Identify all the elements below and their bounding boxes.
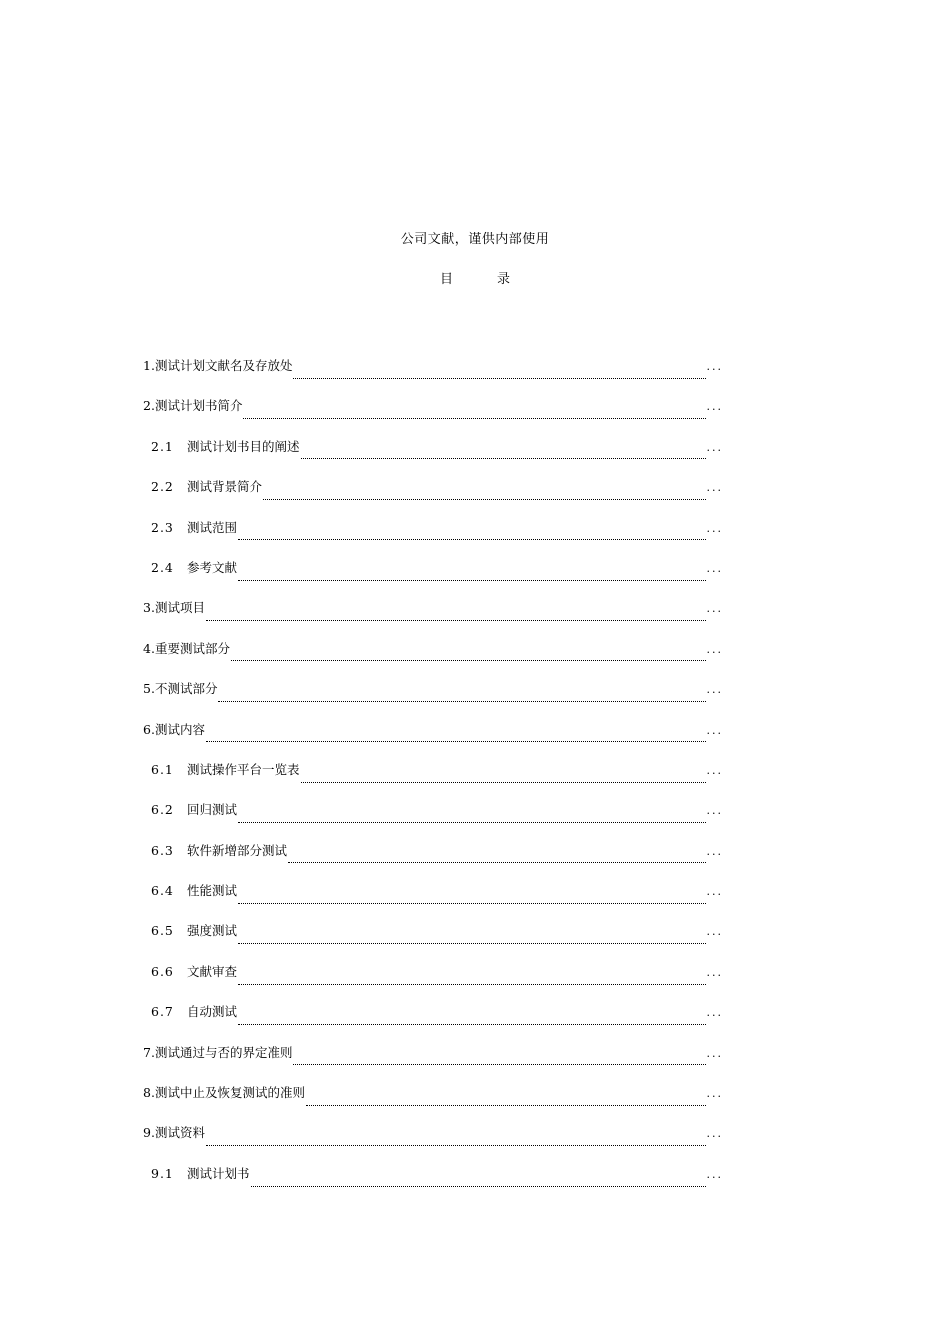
dot-leader	[263, 499, 705, 500]
toc-entry-number: 9.1	[151, 1165, 174, 1181]
toc-entry-page: ...	[706, 521, 723, 535]
dot-leader	[206, 741, 706, 742]
toc-entry[interactable]	[143, 598, 723, 638]
toc-entry-number: 6.1	[151, 761, 174, 777]
toc-entry-title: 软件新增部分测试	[187, 842, 288, 858]
dot-leader	[301, 782, 706, 783]
dot-leader	[238, 984, 705, 985]
table-of-contents	[143, 356, 723, 1204]
toc-entry-title: 测试通过与否的界定准则	[154, 1044, 293, 1060]
dot-leader	[251, 1186, 706, 1187]
toc-entry[interactable]	[143, 639, 723, 679]
dot-leader	[238, 943, 705, 944]
dot-leader	[238, 903, 705, 904]
toc-entry-page: ...	[706, 723, 723, 737]
dot-leader	[293, 1064, 705, 1065]
dot-leader	[238, 539, 705, 540]
toc-entry-page: ...	[706, 763, 723, 777]
toc-entry-number: 2.	[143, 398, 155, 414]
toc-entry-number: 7.	[143, 1044, 155, 1060]
toc-title-right: 录	[497, 272, 511, 287]
toc-entry-number: 6.7	[151, 1004, 174, 1020]
toc-subentry[interactable]	[143, 841, 723, 881]
toc-entry-number: 6.6	[151, 963, 174, 979]
toc-entry-number: 6.3	[151, 842, 174, 858]
toc-subentry[interactable]	[143, 1164, 723, 1204]
toc-entry-page: ...	[706, 885, 723, 899]
toc-entry-number: 4.	[143, 640, 155, 656]
toc-entry-title: 文献审查	[187, 963, 238, 979]
toc-entry-number: 6.5	[151, 923, 174, 939]
toc-entry-page: ...	[706, 1087, 723, 1101]
toc-subentry[interactable]	[143, 921, 723, 961]
dot-leader	[206, 620, 706, 621]
toc-entry[interactable]	[143, 356, 723, 396]
toc-entry-page: ...	[706, 400, 723, 414]
toc-entry-number: 6.	[143, 721, 155, 737]
toc-entry-page: ...	[706, 965, 723, 979]
toc-entry-title: 性能测试	[187, 883, 238, 899]
toc-subentry[interactable]	[143, 518, 723, 558]
toc-entry-page: ...	[706, 602, 723, 616]
toc-subentry[interactable]	[143, 800, 723, 840]
toc-entry-page: ...	[706, 804, 723, 818]
toc-entry-page: ...	[706, 1127, 723, 1141]
toc-entry-number: 6.2	[151, 802, 174, 818]
toc-entry-title: 测试计划书目的阐述	[187, 438, 300, 454]
toc-entry-number: 2.1	[151, 438, 174, 454]
toc-entry-page: ...	[706, 1046, 723, 1060]
toc-entry-title: 测试操作平台一览表	[187, 761, 300, 777]
toc-entry-title: 测试资料	[154, 1125, 205, 1141]
toc-subentry[interactable]	[143, 881, 723, 921]
toc-entry-title: 不测试部分	[154, 681, 218, 697]
toc-entry-number: 2.4	[151, 559, 174, 575]
toc-entry-number: 2.3	[151, 519, 174, 535]
toc-entry-number: 6.4	[151, 883, 174, 899]
toc-entry-title: 自动测试	[187, 1004, 238, 1020]
toc-entry[interactable]	[143, 679, 723, 719]
toc-entry-page: ...	[706, 440, 723, 454]
dot-leader	[238, 580, 705, 581]
toc-entry-title: 测试内容	[154, 721, 205, 737]
dot-leader	[238, 822, 705, 823]
toc-entry[interactable]	[143, 1123, 723, 1163]
toc-entry-page: ...	[706, 683, 723, 697]
toc-entry-title: 测试计划书简介	[154, 398, 243, 414]
toc-entry-page: ...	[706, 925, 723, 939]
toc-entry-number: 8.	[143, 1085, 155, 1101]
dot-leader	[238, 1024, 705, 1025]
dot-leader	[293, 378, 705, 379]
toc-entry-page: ...	[706, 642, 723, 656]
toc-entry-number: 5.	[143, 681, 155, 697]
toc-entry-title: 测试计划文献名及存放处	[154, 358, 293, 373]
toc-entry-title: 测试中止及恢复测试的准则	[154, 1085, 305, 1101]
toc-entry-page: ...	[706, 360, 723, 373]
dot-leader	[288, 862, 705, 863]
dot-leader	[301, 458, 706, 459]
toc-entry[interactable]	[143, 720, 723, 760]
toc-entry-title: 测试范围	[187, 519, 238, 535]
toc-title	[0, 268, 950, 287]
dot-leader	[218, 701, 705, 702]
toc-entry-page: ...	[706, 1006, 723, 1020]
dot-leader	[206, 1145, 706, 1146]
toc-entry-page: ...	[706, 481, 723, 495]
toc-entry-number: 1.	[143, 358, 155, 373]
dot-leader	[306, 1105, 706, 1106]
toc-entry-title: 测试计划书	[187, 1165, 250, 1181]
toc-entry-title: 强度测试	[187, 923, 238, 939]
toc-entry-title: 参考文献	[187, 559, 238, 575]
toc-subentry[interactable]	[143, 558, 723, 598]
toc-title-left: 目	[439, 272, 453, 287]
toc-subentry[interactable]	[143, 477, 723, 517]
toc-entry-number: 3.	[143, 600, 155, 616]
dot-leader	[231, 660, 706, 661]
toc-subentry[interactable]	[143, 437, 723, 477]
toc-entry-title: 测试项目	[154, 600, 205, 616]
toc-entry-page: ...	[706, 1167, 723, 1181]
toc-entry-number: 2.2	[151, 479, 174, 495]
toc-entry-page: ...	[706, 561, 723, 575]
toc-subentry[interactable]	[143, 962, 723, 1002]
toc-entry-title: 回归测试	[187, 802, 238, 818]
confidentiality-note: 公司文献，谨供内部使用	[400, 232, 550, 247]
toc-entry-title: 重要测试部分	[154, 640, 230, 656]
toc-entry-number: 9.	[143, 1125, 155, 1141]
toc-entry-title: 测试背景简介	[187, 479, 263, 495]
toc-entry-page: ...	[706, 844, 723, 858]
toc-entry[interactable]	[143, 1043, 723, 1083]
toc-subentry[interactable]	[143, 1002, 723, 1042]
toc-entry[interactable]	[143, 396, 723, 436]
toc-subentry[interactable]	[143, 760, 723, 800]
toc-entry[interactable]	[143, 1083, 723, 1123]
dot-leader	[243, 418, 705, 419]
